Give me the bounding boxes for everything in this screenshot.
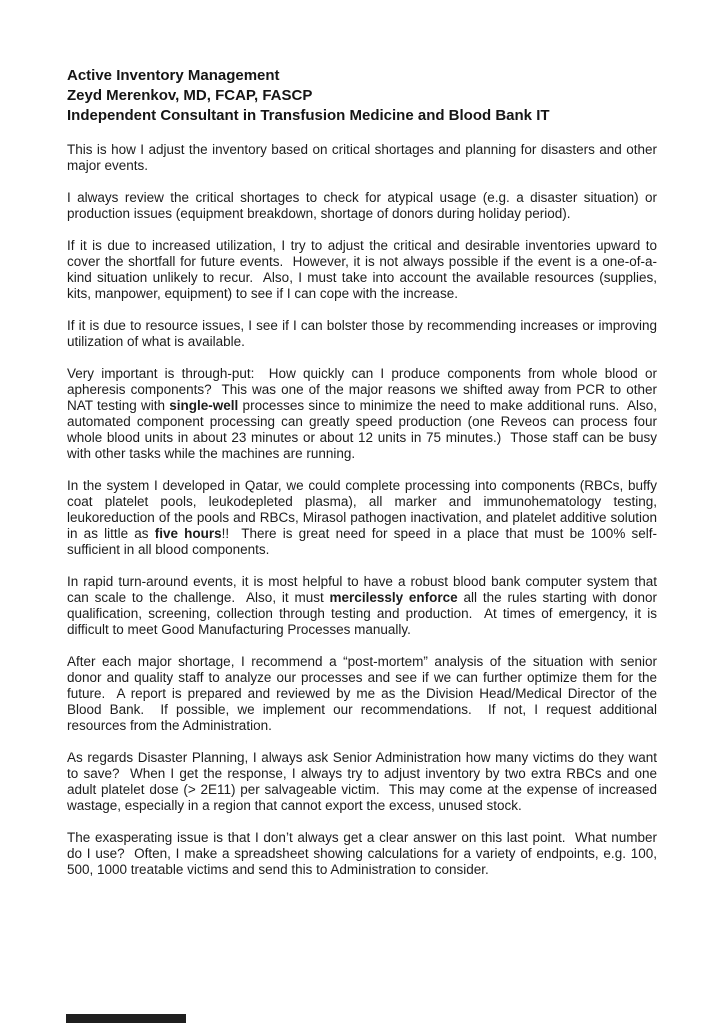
- text-run: The exasperating issue is that I don’t always get a clear answer on this last point. What number do I use? Often, I make a spreadsheet showing calculations for a variety of endpoints, e.g. 100, 500, 1000 treatable victims and send this to Administration to consider.: [67, 830, 657, 877]
- text-run: Very important is through-put: How quickly can I produce components from whole blood or apheresis components? This was one of the major reasons we shifted away from PCR to other NAT testing with: [67, 366, 657, 413]
- document-body: [67, 142, 657, 878]
- paragraph: [67, 478, 657, 558]
- paragraph: [67, 190, 657, 222]
- text-run: If it is due to increased utilization, I try to adjust the critical and desirable inventories upward to cover the shortfall for future events. However, it is not always possible if the event is a one-of-a-kind situation unlikely to recur. Also, I must take into account the available resources (supplies, kits, manpower, equipment) to see if I can cope with the increase.: [67, 238, 657, 301]
- text-run: This is how I adjust the inventory based on critical shortages and planning for disasters and other major events.: [67, 142, 657, 173]
- document-header: [67, 66, 657, 126]
- bold-text-run: five hours: [154, 526, 222, 541]
- paragraph: [67, 574, 657, 638]
- document-author: Zeyd Merenkov, MD, FCAP, FASCP: [67, 87, 313, 104]
- text-run: all the rules starting with donor qualification, screening, collection through testing and production. At times of emergency, it is difficult to meet Good Manufacturing Processes manually.: [67, 590, 657, 637]
- text-run: In the system I developed in Qatar, we could complete processing into components (RBCs, buffy coat platelet pools, leukodepleted plasma), all marker and immunohematology testing, leukoreduction of the pools and RBCs, Mirasol pathogen inactivation, and platelet additive solution in as little as: [67, 478, 657, 541]
- document-title: Active Inventory Management: [67, 67, 280, 84]
- paragraph: [67, 142, 657, 174]
- paragraph: [67, 654, 657, 734]
- text-run: In rapid turn-around events, it is most helpful to have a robust blood bank computer system that can scale to the challenge. Also, it must: [67, 574, 657, 605]
- document-subtitle: Independent Consultant in Transfusion Medicine and Blood Bank IT: [67, 107, 550, 124]
- bold-text-run: mercilessly enforce: [329, 590, 458, 605]
- text-run: After each major shortage, I recommend a “post-mortem” analysis of the situation with senior donor and quality staff to analyze our processes and see if we can further optimize them for the future. A report is prepared and reviewed by me as the Division Head/Medical Director of the Blood Bank. If possible, we implement our recommendations. If not, I request additional resources from the Administration.: [67, 654, 657, 733]
- paragraph: [67, 366, 657, 462]
- paragraph: [67, 238, 657, 302]
- paragraph: [67, 318, 657, 350]
- text-run: As regards Disaster Planning, I always ask Senior Administration how many victims do they want to save? When I get the response, I always try to adjust inventory by two extra RBCs and one adult platelet dose (> 2E11) per salvageable victim. This may come at the expense of increased wastage, especially in a region that cannot export the excess, unused stock.: [67, 750, 657, 813]
- document-content: [67, 66, 657, 894]
- text-run: If it is due to resource issues, I see if I can bolster those by recommending increases or improving utilization of what is available.: [67, 318, 657, 349]
- paragraph: [67, 750, 657, 814]
- footer-redaction-bar: [66, 1014, 186, 1023]
- paragraph: [67, 830, 657, 878]
- text-run: I always review the critical shortages to check for atypical usage (e.g. a disaster situation) or production issues (equipment breakdown, shortage of donors during holiday period).: [67, 190, 657, 221]
- bold-text-run: single-well: [169, 398, 239, 413]
- text-run: processes since to minimize the need to make additional runs. Also, automated component processing can greatly speed production (one Reveos can process four whole blood units in about 23 minutes or about 12 units in 75 minutes.) Those staff can be busy with other tasks while the machines are running.: [67, 398, 657, 461]
- text-run: !! There is great need for speed in a place that must be 100% self-sufficient in all blood components.: [67, 526, 657, 557]
